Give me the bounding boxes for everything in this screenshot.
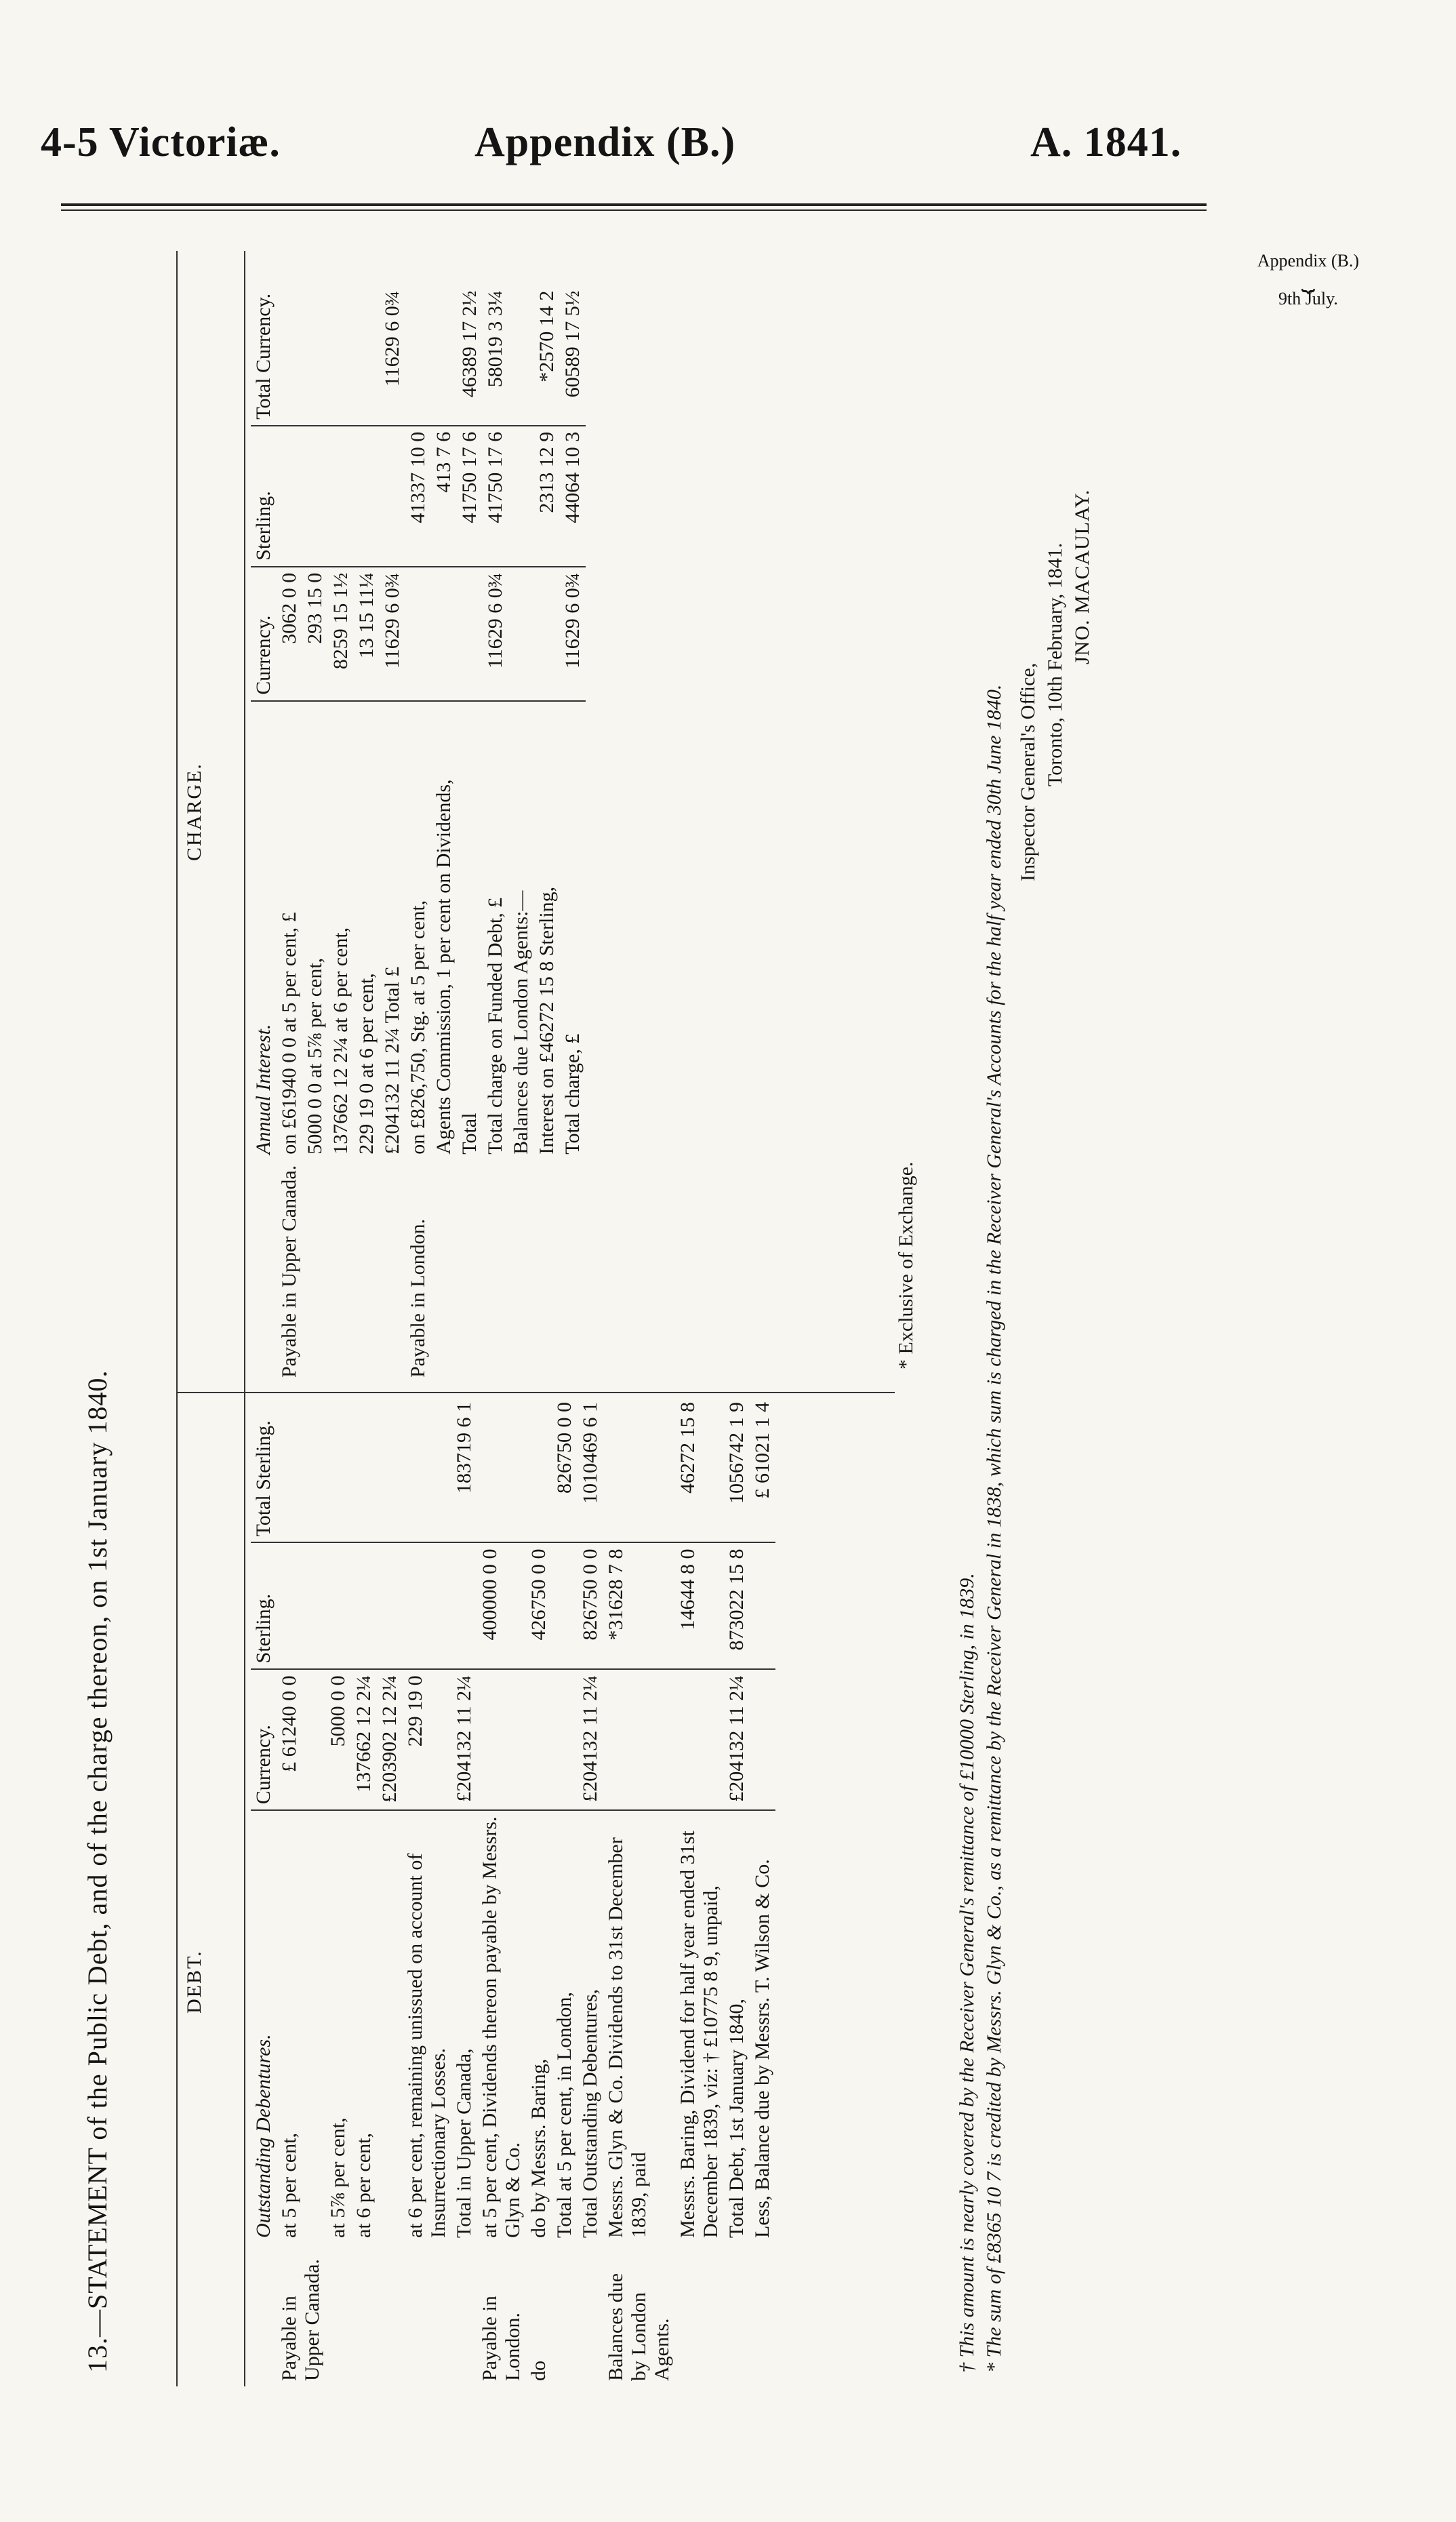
charge-col-sterling: Sterling. [251, 426, 277, 567]
frame-header-line [244, 251, 245, 2386]
debt-row [526, 1397, 552, 2386]
charge-row-sterling [302, 426, 328, 567]
charge-row-label: Payable in Upper Canada. [278, 1165, 300, 1378]
charge-row-currency: 293 15 0 [302, 567, 328, 701]
charge-row-label [534, 1160, 560, 1383]
charge-row [328, 285, 354, 1383]
debt-row-currency: 137662 12 2¼ [351, 1669, 377, 1810]
charge-row-currency [534, 567, 560, 701]
charge-row [534, 285, 560, 1383]
debt-row [675, 1397, 724, 2386]
charge-col-currency: Currency. [251, 567, 277, 701]
debt-col-currency: Currency. [251, 1669, 277, 1810]
debt-col-desc: Outstanding Debentures. [252, 2034, 275, 2238]
charge-row-currency: 11629 6 0¾ [483, 567, 508, 701]
charge-row [302, 285, 328, 1383]
statement-title: 13.—STATEMENT of the Public Debt, and of the charge thereon, on 1st January 1840. [82, 1369, 113, 2373]
charge-row-currency: 11629 6 0¾ [380, 567, 405, 701]
debt-row [750, 1397, 775, 2386]
debt-row-total: 826750 0 0 [552, 1397, 578, 1542]
debt-row-total [477, 1397, 526, 1542]
charge-row-desc: Total charge on Funded Debt, £ [484, 897, 506, 1155]
charge-row-label [302, 1160, 328, 1383]
debt-row-sterling: 426750 0 0 [526, 1542, 552, 1669]
charge-row-total [431, 285, 457, 426]
debt-row-sterling [325, 1542, 351, 1669]
debt-row-sterling [552, 1542, 578, 1669]
debt-row-desc [377, 1810, 403, 2243]
exchange-note: * Exclusive of Exchange. [895, 1161, 917, 1369]
charge-row-desc: £204132 11 2¼ Total £ [381, 966, 403, 1155]
charge-row-desc: Interest on £46272 15 8 Sterling, [535, 886, 558, 1155]
charge-row-desc: Agents Commission, 1 per cent on Dividends, [432, 779, 455, 1155]
charge-row-sterling: 41750 17 6 [457, 426, 483, 567]
charge-row-label [380, 1160, 405, 1383]
debt-row-total: 1010469 6 1 [578, 1397, 603, 1542]
debt-row-currency: £203902 12 2¼ [377, 1669, 403, 1810]
charge-row-total [328, 285, 354, 426]
charge-row-sterling [380, 426, 405, 567]
debt-row-currency: £ 61240 0 0 [277, 1669, 325, 1810]
page-header [0, 119, 1456, 200]
charge-row-total: 60589 17 5½ [560, 285, 586, 426]
debt-row-desc: Total Outstanding Debentures, [579, 1988, 601, 2238]
charge-row-label [354, 1160, 380, 1383]
charge-row [508, 285, 534, 1383]
debt-row-desc: Total at 5 per cent, in London, [553, 1992, 575, 2238]
debt-row [403, 1397, 451, 2386]
charge-row-desc: Total charge, £ [561, 1033, 584, 1155]
debt-row-total [603, 1397, 675, 1542]
debt-row-label: do [527, 2361, 550, 2381]
charge-row-desc: 137662 12 2¼ at 6 per cent, [329, 927, 352, 1155]
charge-row-desc: Total [458, 1113, 481, 1155]
debt-row-sterling [750, 1542, 775, 1669]
debt-row-total [325, 1397, 351, 1542]
charge-table [251, 285, 586, 1383]
signature-date: Toronto, 10th February, 1841. [1044, 542, 1066, 786]
debt-row-currency [750, 1669, 775, 1810]
charge-row-label [560, 1160, 586, 1383]
charge-row-total: 11629 6 0¾ [380, 285, 405, 426]
debt-row [351, 1397, 377, 2386]
charge-row-sterling: 41750 17 6 [483, 426, 508, 567]
debt-row-label [724, 2243, 750, 2386]
header-appendix: Appendix (B.) [474, 119, 736, 165]
debt-row-total [277, 1397, 325, 1542]
header-year: A. 1841. [1030, 119, 1182, 165]
debt-rows [277, 1397, 775, 2386]
footnote-star: * The sum of £8365 10 7 is credited by Messrs. Glyn & Co., as a remittance by the Receiver General in 1838, which sum is charged in the Receiver General's Accounts for the half year ended 30th June 1840. [983, 684, 1005, 2373]
signature-office: Inspector General's Office, [1017, 662, 1039, 881]
charge-row-sterling [328, 426, 354, 567]
debt-row-label [325, 2243, 351, 2386]
rotated-statement [54, 231, 1112, 2522]
debt-row-label: Payable in Upper Canada. [278, 2259, 323, 2381]
charge-row-total [354, 285, 380, 426]
debt-row-currency: 229 19 0 [403, 1669, 451, 1810]
debt-row-desc: at 5 per cent, Dividends thereon payable by Messrs. Glyn & Co. [479, 1816, 524, 2238]
charge-row-desc: 229 19 0 at 6 per cent, [355, 973, 378, 1155]
charge-row-sterling [508, 426, 534, 567]
charge-row-desc: on £826,750, Stg. at 5 per cent, [407, 900, 429, 1155]
debt-row-sterling [377, 1542, 403, 1669]
debt-row [377, 1397, 403, 2386]
debt-row-desc: do by Messrs. Baring, [527, 2058, 550, 2238]
charge-header-row [251, 285, 277, 1383]
charge-row [277, 285, 302, 1383]
header-session: 4-5 Victoriæ. [41, 119, 281, 165]
header-rule [61, 203, 1207, 206]
charge-row-currency: 8259 15 1½ [328, 567, 354, 701]
debt-row-desc: at 5⅞ per cent, [327, 2117, 349, 2238]
debt-col-total: Total Sterling. [251, 1397, 277, 1542]
charge-row-sterling [354, 426, 380, 567]
charge-row [380, 285, 405, 1383]
charge-row-desc: on £61940 0 0 at 5 per cent, £ [278, 912, 300, 1155]
debt-col-sterling: Sterling. [251, 1542, 277, 1669]
debt-row-sterling: 873022 15 8 [724, 1542, 750, 1669]
frame-top-line [176, 251, 178, 2386]
debt-row-desc: Messrs. Glyn & Co. Dividends to 31st December 1839, paid [605, 1837, 650, 2238]
debt-row-label [403, 2243, 451, 2386]
debt-row-label [552, 2243, 578, 2386]
charge-row-sterling: 41337 10 0 [405, 426, 431, 567]
debt-row-total: 46272 15 8 [675, 1397, 724, 1542]
debt-table [251, 1397, 775, 2386]
debt-row-desc: at 5 per cent, [278, 2133, 300, 2238]
debt-row-desc: Total Debt, 1st January 1840, [725, 1999, 748, 2238]
debt-row-sterling [351, 1542, 377, 1669]
debt-header-row [251, 1397, 277, 2386]
debt-row-currency [603, 1669, 675, 1810]
debt-row-sterling: *31628 7 8 [603, 1542, 675, 1669]
margin-note-appendix: Appendix (B.) [1257, 251, 1360, 271]
debt-row-label [750, 2243, 775, 2386]
debt-row-total [403, 1397, 451, 1542]
charge-row-label [483, 1160, 508, 1383]
charge-row-label [328, 1160, 354, 1383]
debt-row-label [578, 2243, 603, 2386]
brace-glyph: ⏟ [1301, 267, 1316, 292]
debt-row-desc: Total in Upper Canada, [453, 2048, 475, 2238]
debt-heading: DEBT. [183, 1950, 205, 2014]
debt-row-currency [477, 1669, 526, 1810]
charge-row-desc: 5000 0 0 at 5⅞ per cent, [304, 957, 326, 1155]
debt-row [578, 1397, 603, 2386]
charge-row [457, 285, 483, 1383]
charge-row-currency: 11629 6 0¾ [560, 567, 586, 701]
charge-row-total: 46389 17 2½ [457, 285, 483, 426]
debt-row-desc: Less, Balance due by Messrs. T. Wilson & Co. [751, 1859, 773, 2238]
charge-row-label: Payable in London. [407, 1218, 429, 1378]
charge-row-total [302, 285, 328, 426]
debt-row-currency: £204132 11 2¼ [451, 1669, 477, 1810]
charge-row-currency: 13 15 11¼ [354, 567, 380, 701]
debt-row-sterling [451, 1542, 477, 1669]
charge-row-currency [405, 567, 431, 701]
debt-row-total: £ 61021 1 4 [750, 1397, 775, 1542]
debt-row-sterling: 826750 0 0 [578, 1542, 603, 1669]
debt-row-currency [552, 1669, 578, 1810]
debt-row-currency: 5000 0 0 [325, 1669, 351, 1810]
debt-row-total: 183719 6 1 [451, 1397, 477, 1542]
debt-row-desc: at 6 per cent, [352, 2133, 375, 2238]
charge-row-total [508, 285, 534, 426]
debt-row-label [351, 2243, 377, 2386]
charge-row-total: 58019 3 3¼ [483, 285, 508, 426]
charge-row-label [457, 1160, 483, 1383]
debt-row-total [526, 1397, 552, 1542]
charge-row [354, 285, 380, 1383]
debt-row-label: Payable in London. [479, 2296, 524, 2381]
charge-row-currency [508, 567, 534, 701]
charge-row [483, 285, 508, 1383]
debt-row-currency: £204132 11 2¼ [724, 1669, 750, 1810]
debt-row [603, 1397, 675, 2386]
debt-row-label [675, 2243, 724, 2386]
debt-row-currency [526, 1669, 552, 1810]
debt-row-currency [675, 1669, 724, 1810]
charge-section [251, 271, 586, 1383]
charge-row-total [277, 285, 302, 426]
charge-row [405, 285, 431, 1383]
debt-row [552, 1397, 578, 2386]
header-rule-thin [61, 209, 1207, 211]
charge-row-currency: 3062 0 0 [277, 567, 302, 701]
debt-row [724, 1397, 750, 2386]
debt-row [277, 1397, 325, 2386]
footnotes [956, 610, 1010, 2373]
charge-col-desc: Annual Interest. [252, 1024, 275, 1155]
charge-row [431, 285, 457, 1383]
debt-row-desc: at 6 per cent, remaining unissued on account of Insurrectionary Losses. [404, 1853, 449, 2238]
debt-row [451, 1397, 477, 2386]
charge-row-desc: Balances due London Agents:— [510, 890, 532, 1155]
charge-rows [277, 285, 586, 1383]
debt-row-desc: Messrs. Baring, Dividend for half year ended 31st December 1839, viz: † £10775 8 9, unpaid, [676, 1830, 722, 2238]
frame-divider [176, 1392, 895, 1393]
debt-row-label [451, 2243, 477, 2386]
charge-row-total: *2570 14 2 [534, 285, 560, 426]
charge-row-sterling: 44064 10 3 [560, 426, 586, 567]
debt-row-label: Balances due by London Agents. [605, 2273, 673, 2381]
debt-row-sterling [403, 1542, 451, 1669]
debt-row-total [377, 1397, 403, 1542]
charge-row-label [508, 1160, 534, 1383]
debt-row-sterling: 400000 0 0 [477, 1542, 526, 1669]
debt-row-total: 1056742 1 9 [724, 1397, 750, 1542]
debt-row [477, 1397, 526, 2386]
charge-row-sterling [277, 426, 302, 567]
margin-note-date: 9th July. [1278, 289, 1338, 308]
charge-row-label [431, 1160, 457, 1383]
debt-row-sterling [277, 1542, 325, 1669]
charge-row-sterling: 413 7 6 [431, 426, 457, 567]
debt-row [325, 1397, 351, 2386]
charge-row [560, 285, 586, 1383]
charge-row-total [405, 285, 431, 426]
charge-row-sterling: 2313 12 9 [534, 426, 560, 567]
charge-row-currency [457, 567, 483, 701]
charge-col-total: Total Currency. [251, 285, 277, 426]
charge-heading: CHARGE. [183, 763, 205, 861]
debt-row-sterling: 14644 8 0 [675, 1542, 724, 1669]
debt-row-label [377, 2243, 403, 2386]
signature-name: JNO. MACAULAY. [1071, 489, 1093, 664]
debt-row-currency: £204132 11 2¼ [578, 1669, 603, 1810]
charge-row-currency [431, 567, 457, 701]
debt-section [251, 1397, 775, 2386]
debt-row-total [351, 1397, 377, 1542]
margin-note [1240, 251, 1376, 309]
footnote-dagger: † This amount is nearly covered by the Receiver General's remittance of £10000 Sterling, in 1839. [956, 1573, 978, 2373]
